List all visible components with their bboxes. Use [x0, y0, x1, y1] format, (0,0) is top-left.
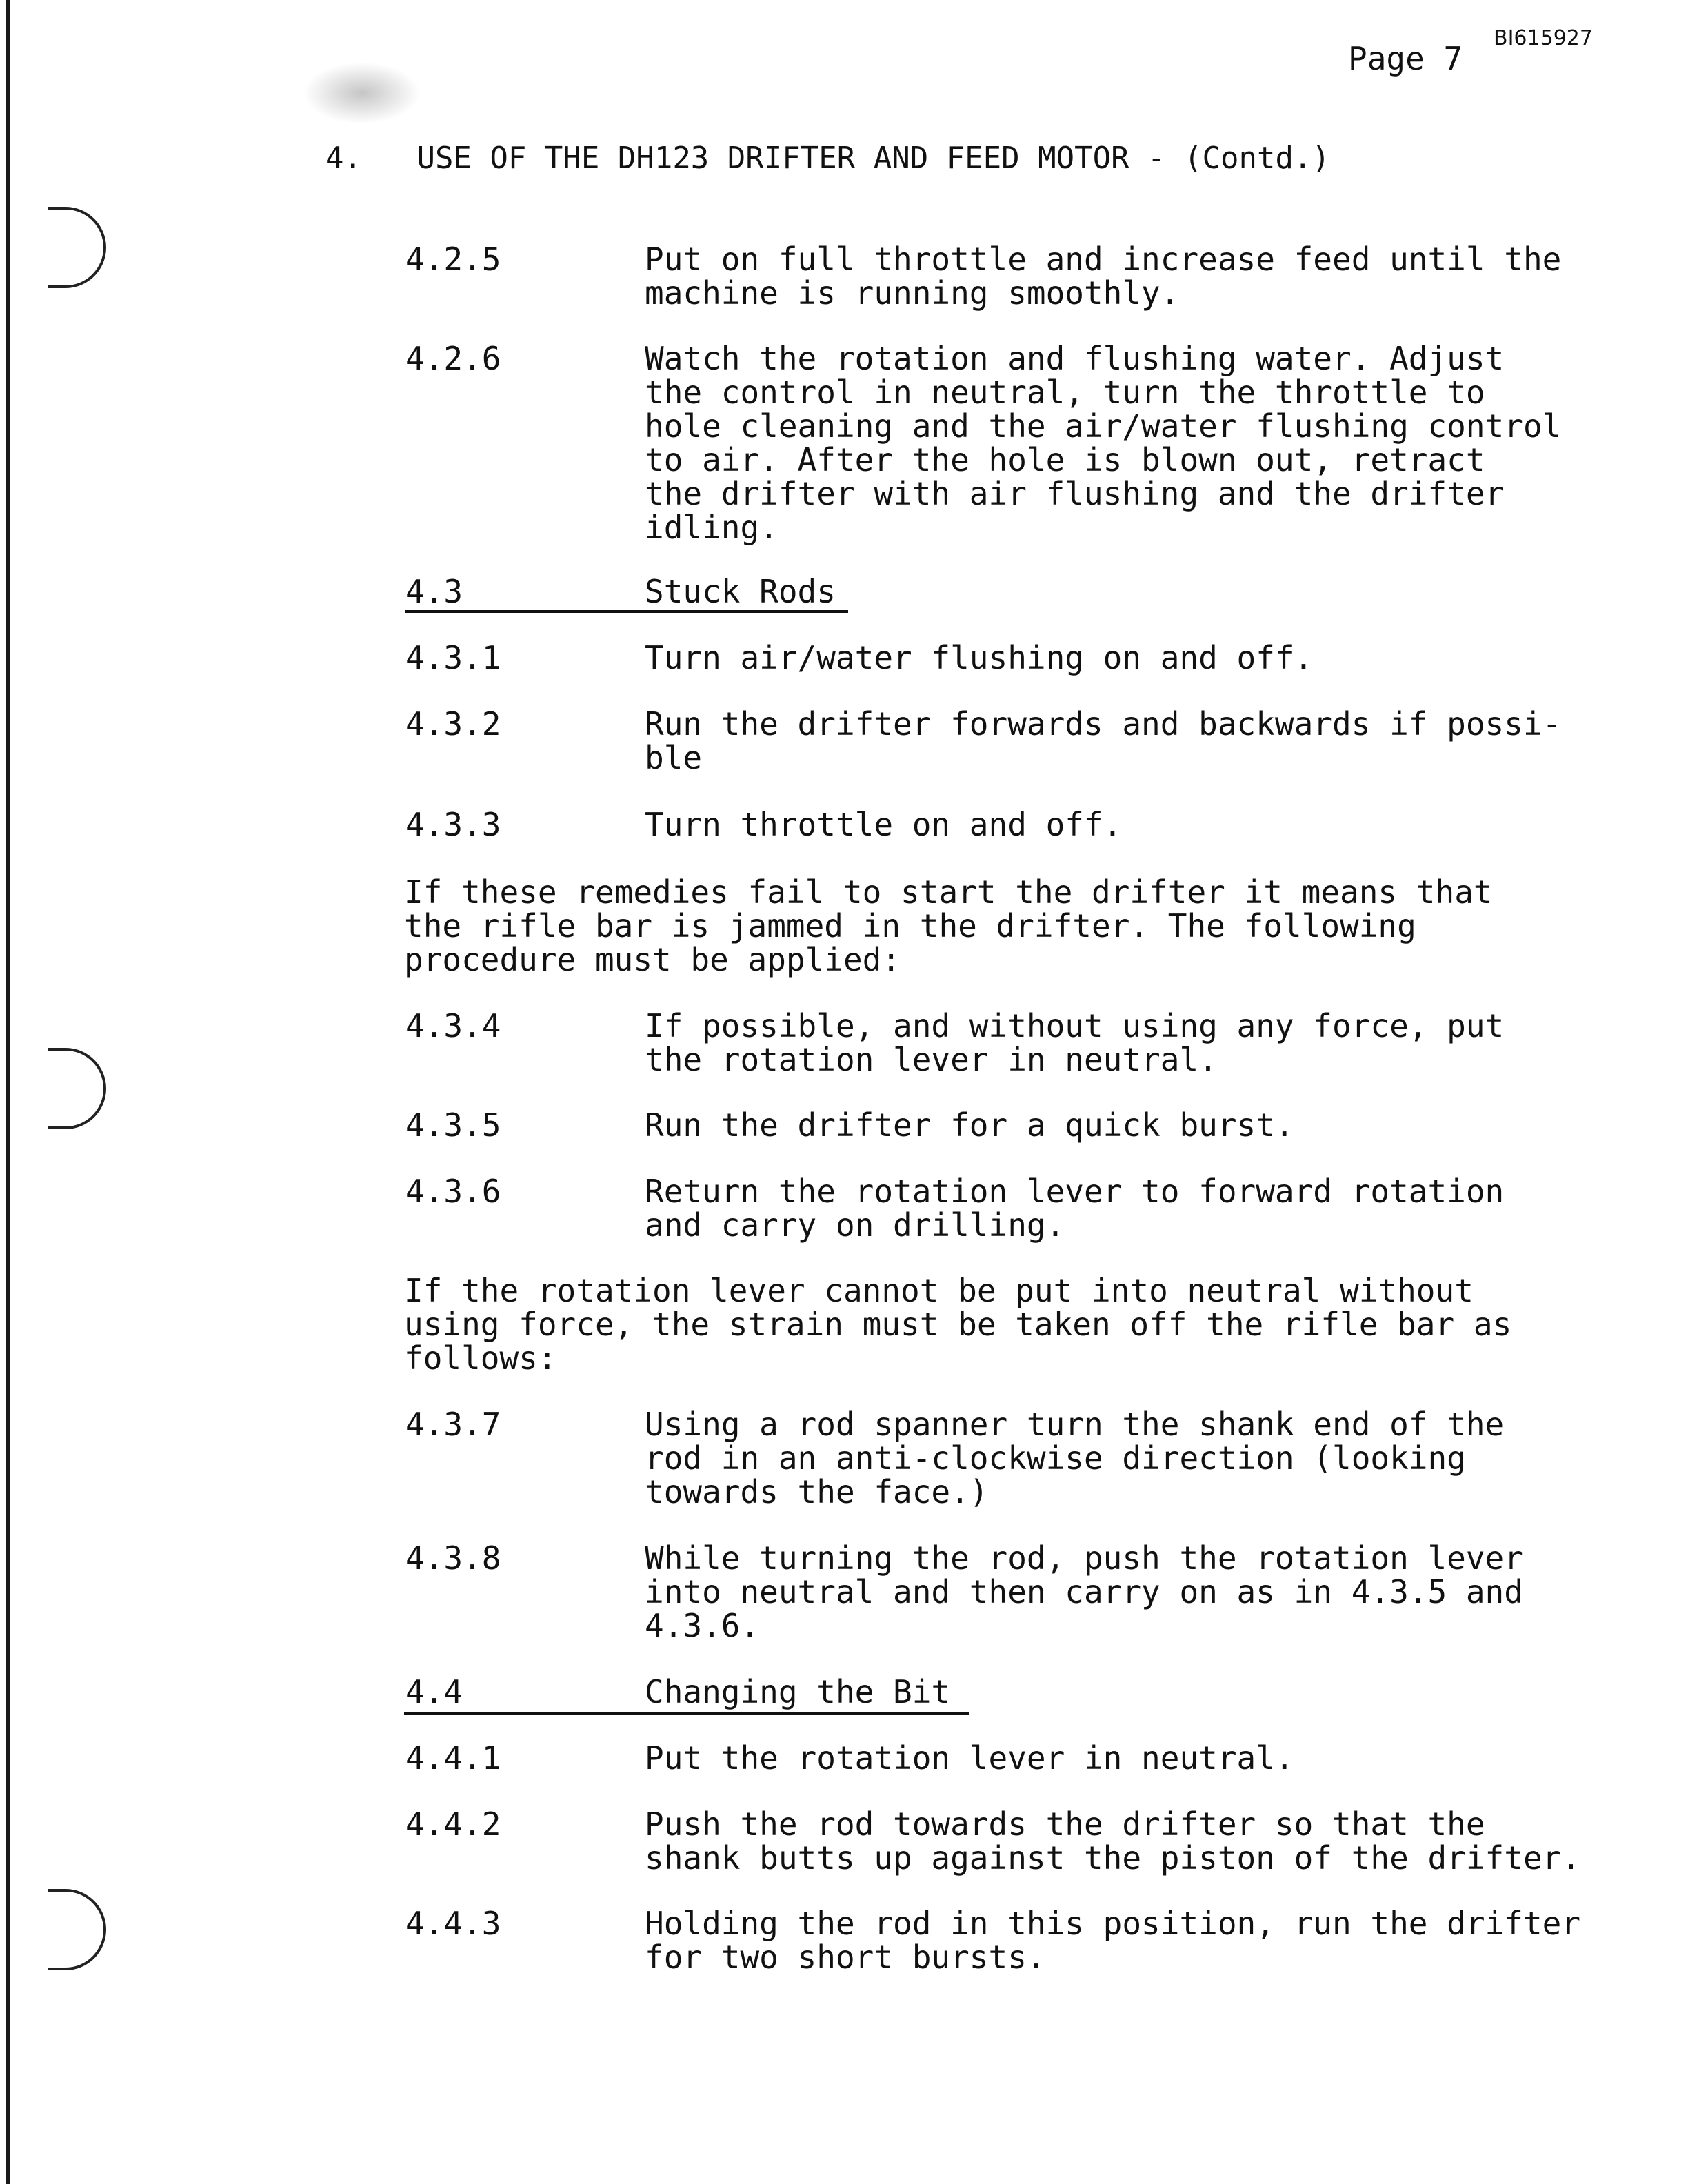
section-number: 4.3.6 [405, 1173, 501, 1210]
section-text: Run the drifter forwards and backwards if possi- ble [645, 705, 1562, 776]
section-text: Push the rod towards the drifter so that the shank butts up against the piston of the drifter. [645, 1806, 1581, 1877]
page-edge-rule [6, 0, 10, 2184]
subsection-underline [405, 610, 848, 613]
section-number: 4.2.6 [405, 340, 501, 377]
section-number: 4.3.2 [405, 705, 501, 742]
subsection-title: Stuck Rods [645, 573, 836, 610]
body-paragraph: If these remedies fail to start the drifter it means that the rifle bar is jammed in the drifter. The following procedure must be applied: [404, 873, 1493, 978]
section-number: 4.4 [405, 1673, 463, 1710]
scan-smudge [303, 62, 421, 124]
section-text: Put on full throttle and increase feed until the machine is running smoothly. [645, 241, 1562, 312]
section-text: Put the rotation lever in neutral. [645, 1739, 1294, 1777]
section-text: Using a rod spanner turn the shank end of the rod in an anti-clockwise direction (looking towards the face.) [645, 1406, 1505, 1510]
section-number: 4.3.3 [405, 806, 501, 843]
punch-hole-mark [48, 207, 106, 288]
punch-hole-mark [48, 1889, 106, 1970]
document-id: BI615927 [1494, 26, 1593, 50]
subsection-underline [404, 1712, 969, 1715]
section-text: While turning the rod, push the rotation lever into neutral and then carry on as in 4.3.5 and 4.3.6. [645, 1539, 1523, 1644]
section-number: 4.2.5 [405, 241, 501, 278]
section-number: 4.4.2 [405, 1806, 501, 1843]
section-text: If possible, and without using any force, put the rotation lever in neutral. [645, 1007, 1505, 1078]
body-paragraph: If the rotation lever cannot be put into neutral without using force, the strain must be taken off the rifle bar as follows: [404, 1272, 1512, 1377]
page-number: Page 7 [1348, 40, 1463, 77]
section-text: Watch the rotation and flushing water. Adjust the control in neutral, turn the throttle to hole cleaning and the air/water flushing control to air. After the hole is blown out, retract the drifter with air flushing and the drifter idling. [645, 340, 1562, 546]
section-text: Turn throttle on and off. [645, 806, 1123, 843]
punch-hole-mark [48, 1048, 106, 1129]
section-number: 4.4.1 [405, 1739, 501, 1777]
section-number: 4.3 [405, 573, 463, 610]
section-number: 4.3.4 [405, 1007, 501, 1044]
section-number: 4.3.5 [405, 1106, 501, 1144]
section-text: Holding the rod in this position, run the drifter for two short bursts. [645, 1905, 1581, 1976]
section-text: Run the drifter for a quick burst. [645, 1106, 1294, 1144]
section-text: Return the rotation lever to forward rotation and carry on drilling. [645, 1173, 1505, 1244]
section-number: 4.3.1 [405, 639, 501, 676]
subsection-title: Changing the Bit [645, 1673, 951, 1710]
section-text: Turn air/water flushing on and off. [645, 639, 1314, 676]
section-number: 4.3.8 [405, 1539, 501, 1577]
section-number: 4.4.3 [405, 1905, 501, 1942]
section-heading: 4. USE OF THE DH123 DRIFTER AND FEED MOTOR - (Contd.) [325, 141, 1330, 176]
section-number: 4.3.7 [405, 1406, 501, 1443]
